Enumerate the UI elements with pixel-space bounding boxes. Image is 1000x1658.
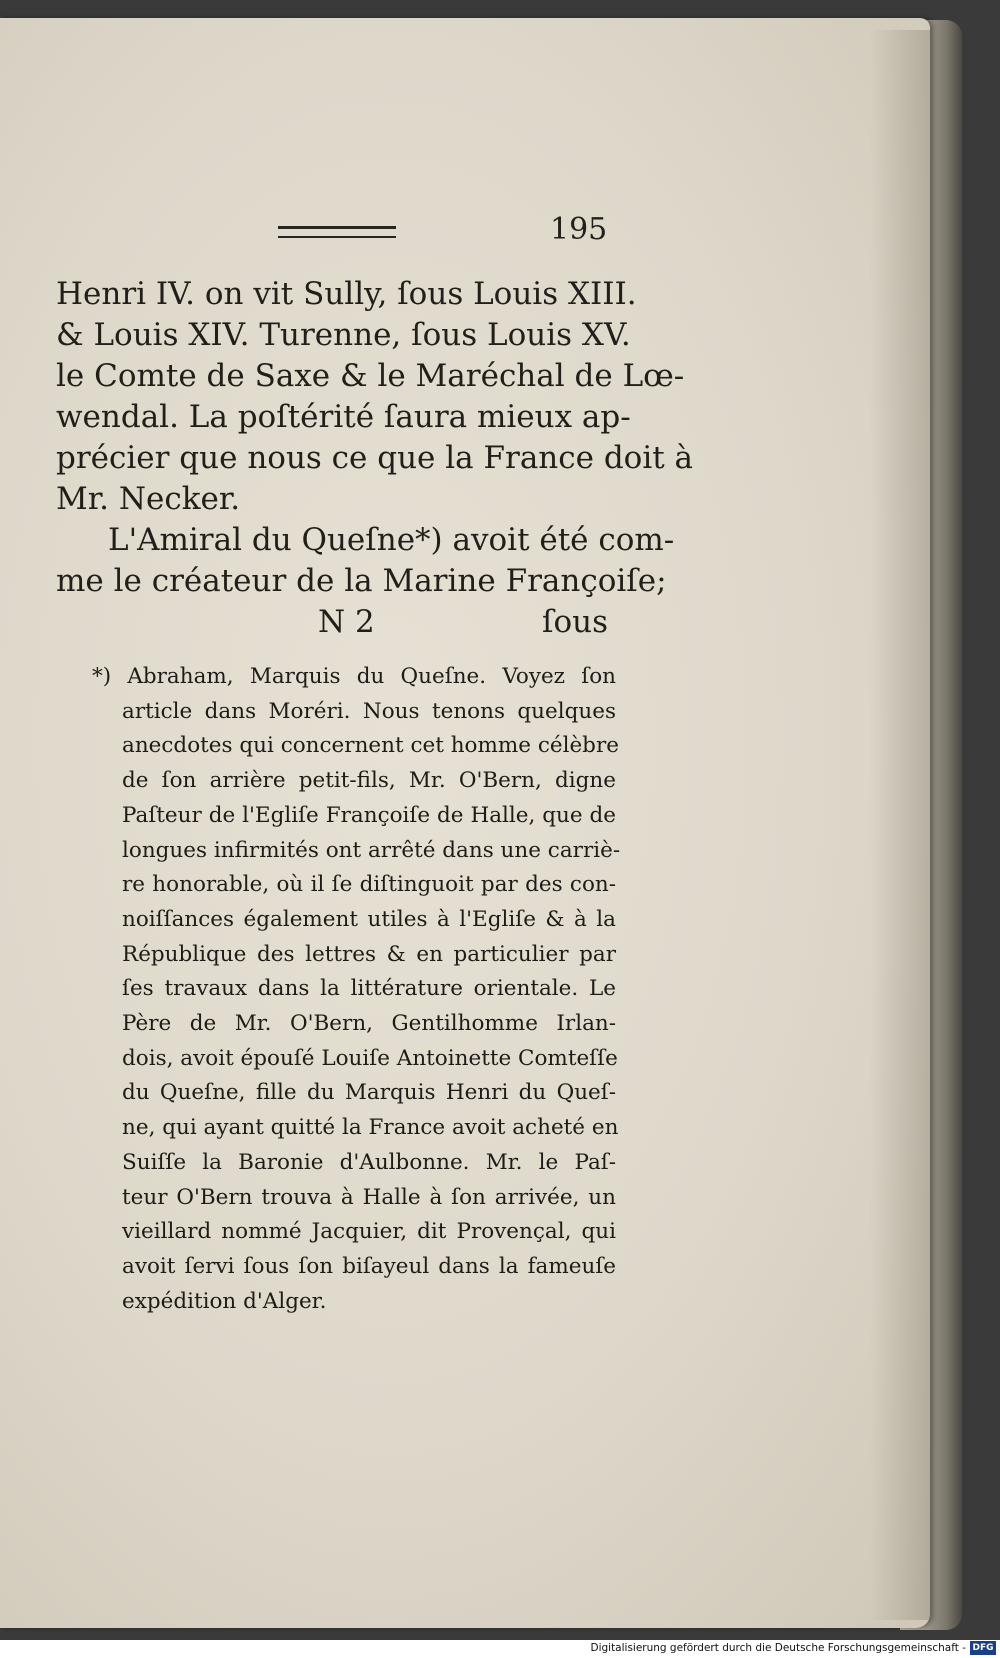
footnote-line: Suiſſe la Baronie d'Aulbonne. Mr. le Paſ- (122, 1149, 616, 1175)
footnote-line: *) Abraham, Marquis du Queſne. Voyez ſon (92, 664, 616, 689)
footnote-line: Paſteur de l'Egliſe Françoiſe de Halle, que de (122, 802, 616, 828)
main-line: Mr. Necker. (56, 481, 241, 517)
main-line: L'Amiral du Queſne*) avoit été com- (108, 522, 675, 558)
footnote-line: Père de Mr. O'Bern, Gentilhomme Irlan- (122, 1011, 616, 1037)
page-number: 195 (550, 212, 608, 247)
footnote-line: vieillard nommé Jacquier, dit Provençal, qui (122, 1219, 616, 1245)
header-rule (278, 226, 396, 238)
footnote-line: re honorable, où il ſe diſtinguoit par des con- (122, 872, 616, 898)
footnote-line: teur O'Bern trouva à Halle à ſon arrivée, un (122, 1184, 616, 1210)
footnote-line: anecdotes qui concernent cet homme célèbre (122, 733, 619, 759)
main-line: & Louis XIV. Turenne, ſous Louis XV. (56, 317, 631, 353)
footnote-line: noiſſances également utiles à l'Egliſe & à la (122, 906, 616, 932)
printer-signature: N 2 (318, 604, 375, 640)
footnote-line: dois, avoit épouſé Louiſe Antoinette Comteſſe (122, 1045, 618, 1071)
main-line: Henri IV. on vit Sully, ſous Louis XIII. (56, 276, 637, 312)
main-line: le Comte de Saxe & le Maréchal de Lœ- (56, 358, 685, 394)
main-line: wendal. La poſtérité ſaura mieux ap- (56, 399, 631, 435)
main-line: me le créateur de la Marine Françoiſe; (56, 563, 667, 599)
dfg-logo-icon: DFG (970, 1641, 996, 1655)
catchword: ſous (541, 604, 608, 640)
footnote-line: de ſon arrière petit-fils, Mr. O'Bern, digne (122, 768, 616, 794)
footnote-line: avoit ſervi ſous ſon biſayeul dans la fameuſe (122, 1253, 616, 1279)
funding-credit: Digitalisierung gefördert durch die Deutsche Forschungsgemeinschaft - (590, 1642, 966, 1654)
page-edge-shadow (870, 30, 930, 1620)
footnote-line: ſes travaux dans la littérature orientale. Le (122, 976, 616, 1002)
main-text (56, 274, 694, 643)
signature-row (56, 602, 608, 643)
main-line: précier que nous ce que la France doit à (56, 440, 694, 476)
footnote (92, 660, 621, 1319)
footnote-line: article dans Moréri. Nous tenons quelques (122, 698, 616, 724)
footnote-line: expédition d'Alger. (122, 1288, 327, 1314)
footnote-line: République des lettres & en particulier par (122, 941, 616, 967)
footnote-line: du Queſne, fille du Marquis Henri du Queſ- (122, 1080, 616, 1106)
footnote-line: longues infirmités ont arrêté dans une carriè- (122, 837, 621, 863)
footnote-line: ne, qui ayant quitté la France avoit acheté en (122, 1115, 619, 1141)
